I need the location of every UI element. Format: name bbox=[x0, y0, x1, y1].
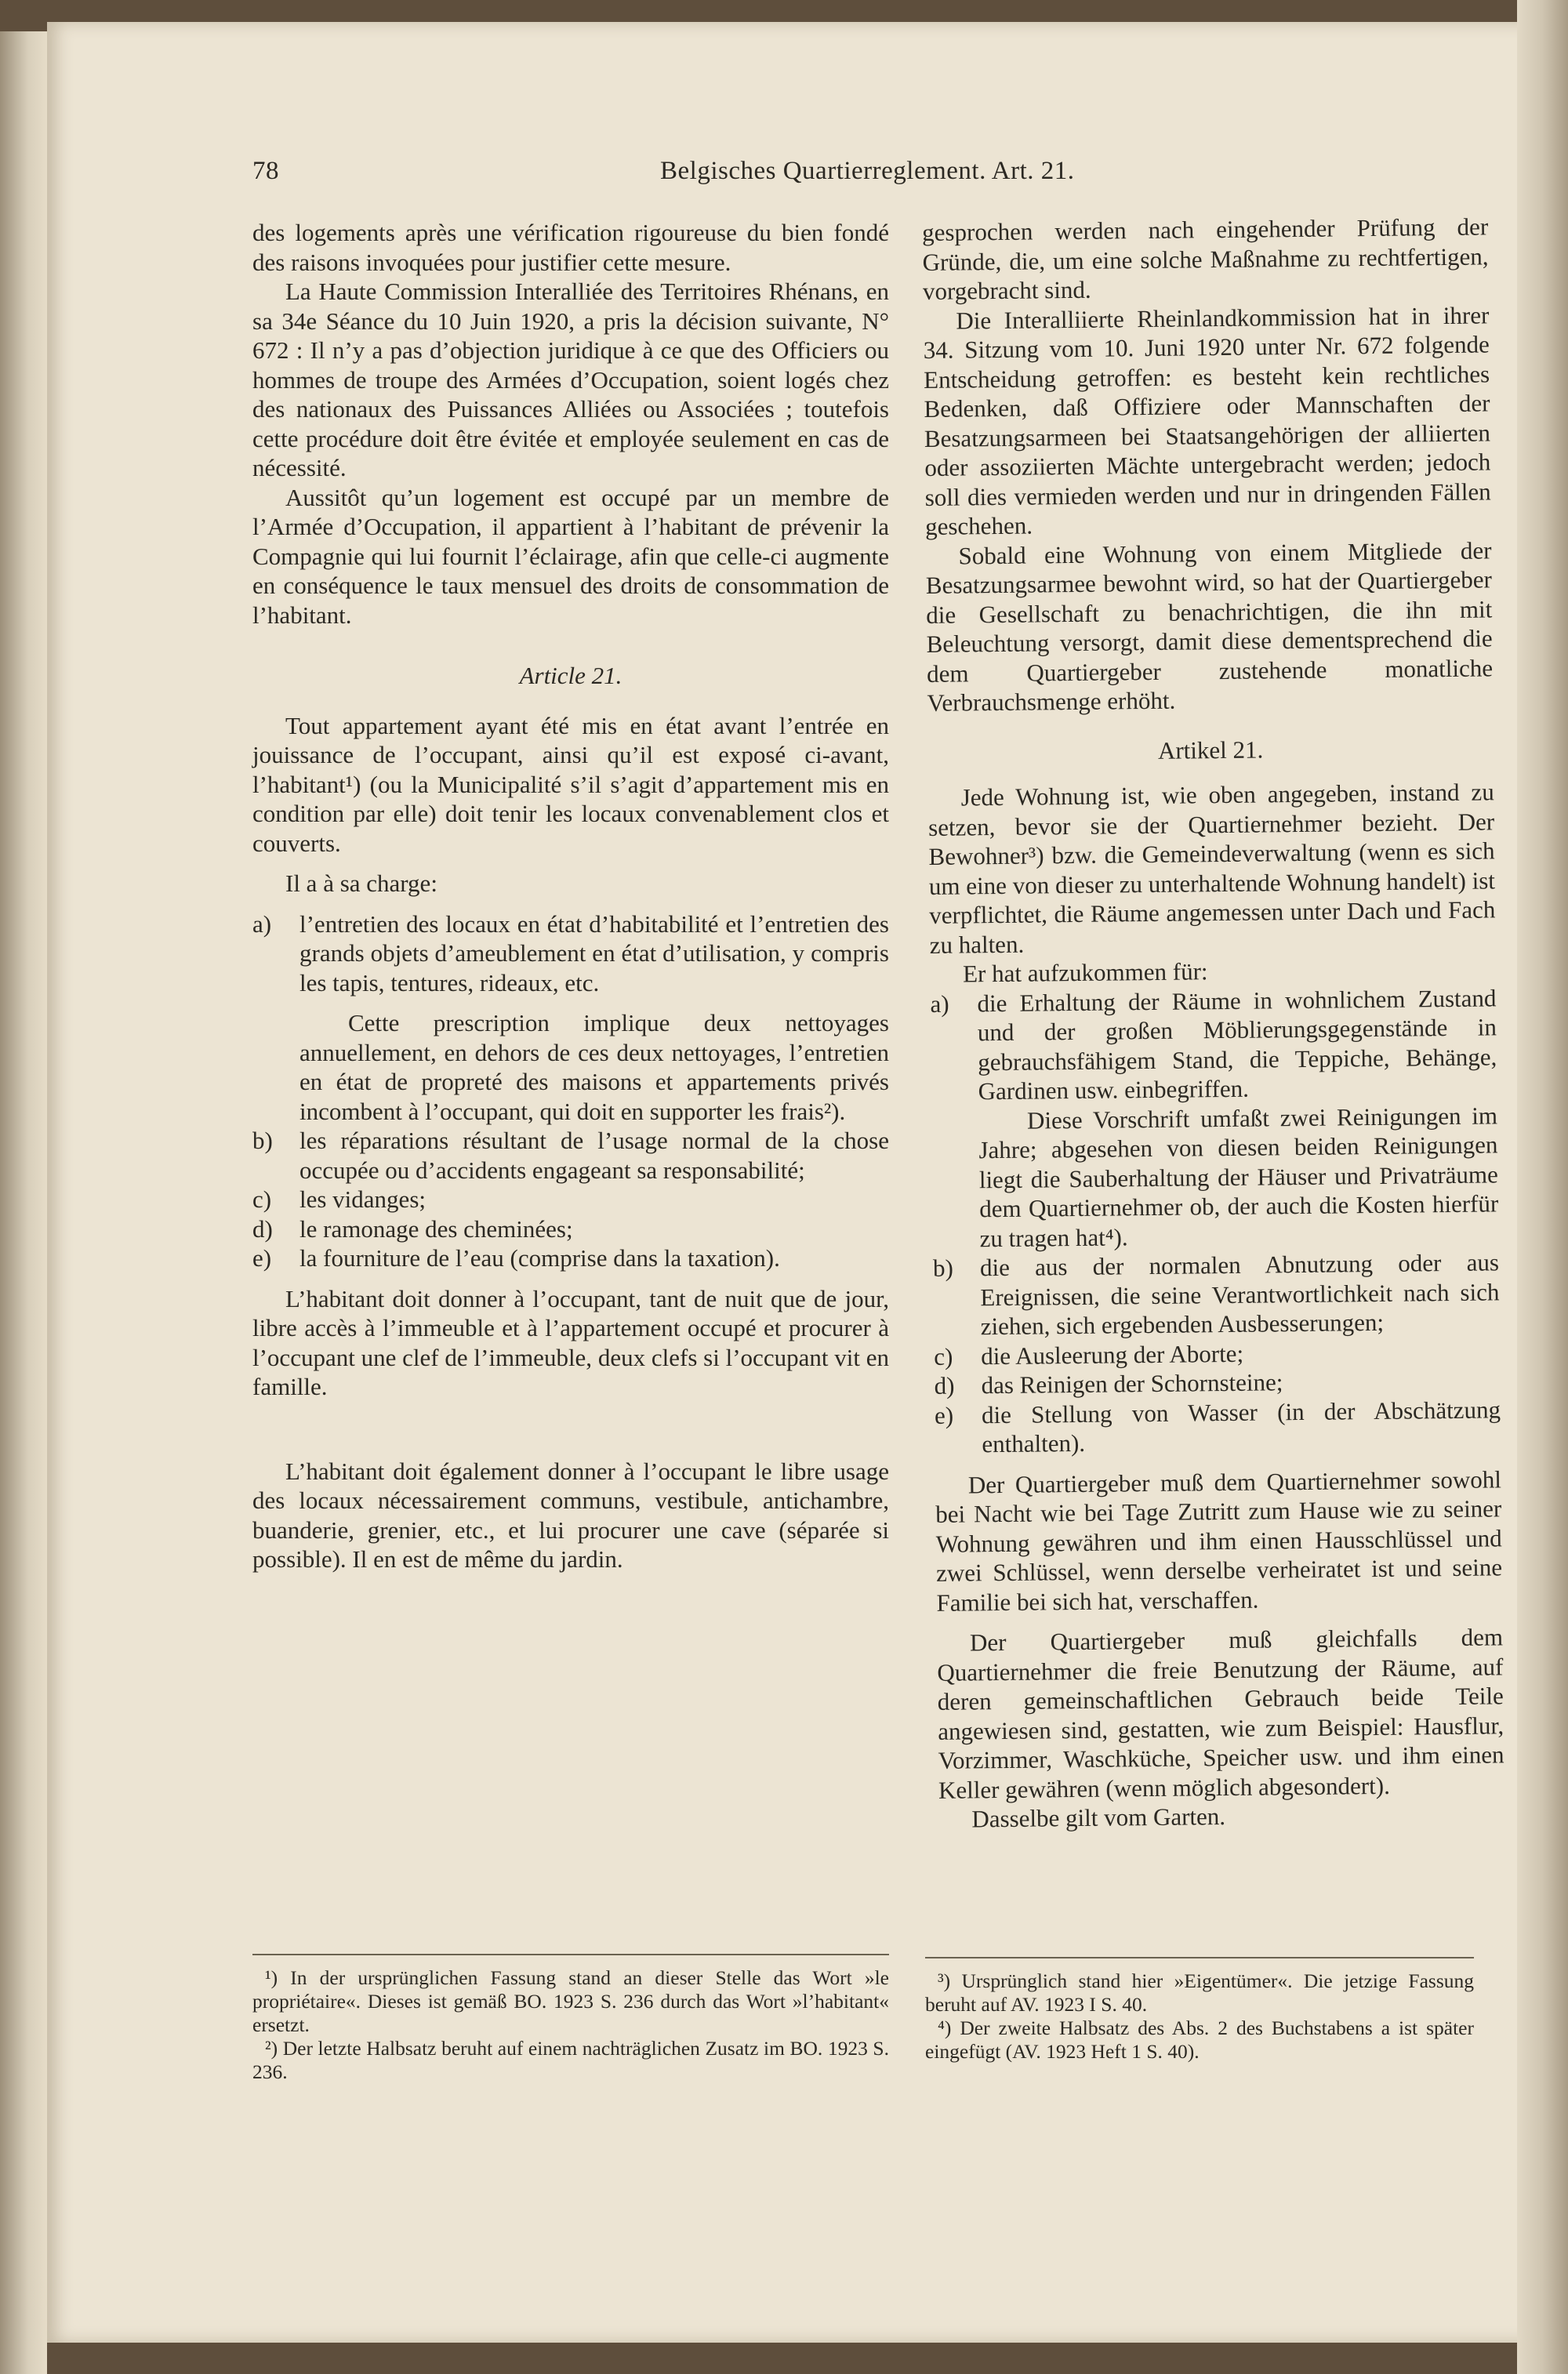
list-item: d) das Reinigen der Schornsteine; bbox=[934, 1368, 1283, 1399]
paragraph: des logements après une vérification rigoureuse du bien fondé des raisons invoquées pour justifier cette mesure. bbox=[252, 219, 889, 276]
paragraph: Tout appartement ayant été mis en état avant l’entrée en jouissance de l’occupant, ainsi qu’il est exposé ci-avant, l’habitant¹) (ou la Municipalité s’il s’agit d’appartement mis en condition par elle) doit tenir les locaux convenablement clos et couverts. bbox=[252, 711, 889, 857]
list-item: b) les réparations résultant de l’usage normal de la chose occupée ou d’accidents engageant sa responsabilité; bbox=[252, 1127, 889, 1184]
paragraph: Dasselbe gilt vom Garten. bbox=[971, 1802, 1226, 1833]
paragraph: Er hat aufzukommen für: bbox=[962, 957, 1208, 988]
french-column bbox=[252, 218, 889, 1574]
sub-paragraph: Cette prescription implique deux nettoyages annuellement, en dehors de ces deux nettoyages, l’entretien en état de propreté des maisons et appartements privés incombent à l’occupant, qui doit en supporter les frais²). bbox=[299, 1009, 889, 1125]
paragraph: L’habitant doit également donner à l’occupant le libre usage des locaux nécessairement communs, vestibule, antichambre, buanderie, grenier, etc., et lui procurer une cave (séparée si possible). Il en est de même du jardin. bbox=[252, 1457, 889, 1573]
list-item: c) die Ausleerung der Aborte; bbox=[934, 1339, 1244, 1370]
left-page-edge bbox=[0, 31, 47, 2374]
footnote: ²) Der letzte Halbsatz beruht auf einem nachträglichen Zusatz im BO. 1923 S. 236. bbox=[252, 2037, 889, 2083]
sub-paragraph: Diese Vorschrift umfaßt zwei Reinigungen im Jahre; abgesehen von diesen beiden Reinigungen liegt die Sauberhaltung der Häuser und Privaträume dem Quartiernehmer ob, der auch die Kosten hierfür zu tragen hat⁴). bbox=[978, 1101, 1499, 1252]
footnotes-left bbox=[252, 1966, 889, 2084]
list-item: e) la fourniture de l’eau (comprise dans la taxation). bbox=[252, 1244, 780, 1272]
paragraph: La Haute Commission Interalliée des Territoires Rhénans, en sa 34e Séance du 10 Juin 1920, a pris la décision suivante, N° 672 : Il n’y a pas d’objection juridique à ce que des Officiers ou hommes de troupe des Armées d’Occupation, soient logés chez des nationaux des Puissances Alliées ou Associées ; toutefois cette procédure doit être évitée et employée seulement en cas de nécessité. bbox=[252, 278, 889, 481]
page-number: 78 bbox=[252, 157, 279, 185]
footnote: ³) Ursprünglich stand hier »Eigentümer«. Die jetzige Fassung beruht auf AV. 1923 I S. 40. bbox=[925, 1969, 1474, 2016]
running-title: Belgisches Quartierreglement. Art. 21. bbox=[660, 157, 1075, 185]
list-item: a) die Erhaltung der Räume in wohnlichem Zustand und der großen Möblierungsgegenstände in gebrauchsfähigem Stand, die Teppiche, Behänge, Gardinen usw. einbegriffen. bbox=[930, 983, 1497, 1105]
right-page-edge bbox=[1517, 0, 1568, 2374]
paragraph: Der Quartiergeber muß gleichfalls dem Quartiernehmer die freie Benutzung der Räume, auf deren gemeinschaftlichen Gebrauch beide Teile angewiesen sind, gestatten, wie zum Beispiel: Hausflur, Vorzimmer, Waschküche, Speicher usw. und ihm einen Keller gewähren (wenn möglich abgesondert). bbox=[937, 1623, 1504, 1804]
paragraph: Die Interalliierte Rheinlandkommission hat in ihrer 34. Sitzung vom 10. Juni 1920 unter Nr. 672 folgende Entscheidung getroffen: es besteht kein rechtliches Bedenken, daß Offiziere oder Mannschaften der Besatzungsarmeen bei Staatsangehörigen der alliierten oder assoziierten Mächte untergebracht werden; jedoch soll dies vermieden werden und nur in dringenden Fällen geschehen. bbox=[923, 300, 1491, 540]
footnote-rule-right bbox=[925, 1957, 1474, 1958]
footnote: ⁴) Der zweite Halbsatz des Abs. 2 des Buchstabens a ist später eingefügt (AV. 1923 Heft 1 S. 40). bbox=[925, 2016, 1474, 2063]
list-item: c) les vidanges; bbox=[252, 1185, 426, 1213]
german-column bbox=[922, 212, 1505, 1834]
list-item: d) le ramonage des cheminées; bbox=[252, 1214, 573, 1243]
paragraph: gesprochen werden nach eingehender Prüfung der Gründe, die, um eine solche Maßnahme zu rechtfertigen, vorgebracht sind. bbox=[922, 212, 1489, 305]
paragraph: L’habitant doit donner à l’occupant, tant de nuit que de jour, libre accès à l’immeuble et à l’appartement occupé et procurer à l’occupant une clef de l’immeuble, deux clefs si l’occupant vit en famille. bbox=[252, 1284, 889, 1400]
paragraph: Der Quartiergeber muß dem Quartiernehmer sowohl bei Nacht wie bei Tage Zutritt zum Hause wie zu seiner Wohnung gewähren und ihm einen Hausschlüssel und zwei Schlüssel, wenn derselbe verheiratet ist und seine Familie bei sich hat, verschaffen. bbox=[935, 1465, 1503, 1617]
list-item: b) die aus der normalen Abnutzung oder aus Ereignissen, die seine Verantwortlichkeit nach sich ziehen, sich ergebenden Ausbesserungen; bbox=[932, 1248, 1500, 1341]
article-heading: Artikel 21. bbox=[1157, 735, 1264, 764]
footnote: ¹) In der ursprünglichen Fassung stand an dieser Stelle das Wort »le propriétaire«. Dieses ist gemäß BO. 1923 S. 236 durch das Wort »l’habitant« ersetzt. bbox=[252, 1966, 889, 2036]
footnote-rule-left bbox=[252, 1954, 889, 1955]
list-item: e) die Stellung von Wasser (in der Abschätzung enthalten). bbox=[934, 1395, 1501, 1458]
paragraph: Aussitôt qu’un logement est occupé par un membre de l’Armée d’Occupation, il appartient à l’habitant de prévenir la Compagnie qui lui fournit l’éclairage, afin que celle-ci augmente en conséquence le taux mensuel des droits de consommation de l’habitant. bbox=[252, 483, 889, 629]
paragraph: Il a à sa charge: bbox=[285, 869, 437, 897]
footnotes-right bbox=[925, 1969, 1474, 2064]
article-heading: Article 21. bbox=[519, 662, 622, 689]
list-item: a) l’entretien des locaux en état d’habitabilité et l’entretien des grands objets d’ameublement en état d’utilisation, y compris les tapis, tentures, rideaux, etc. bbox=[252, 909, 889, 996]
paragraph: Jede Wohnung ist, wie oben angegeben, instand zu setzen, bevor sie der Quartiernehmer bezieht. Der Bewohner³) bzw. die Gemeindeverwaltung (wenn es sich um eine von dieser zu unterhaltende Wohnung handelt) ist verpflichtet, die Räume angemessen unter Dach und Fach zu halten. bbox=[927, 778, 1496, 959]
paragraph: Sobald eine Wohnung von einem Mitgliede der Besatzungsarmee bewohnt wird, so hat der Quartiergeber die Gesellschaft zu benachrichtigen, die ihn mit Beleuchtung versorgt, damit diese dementsprechend die dem Quartiergeber zustehende monatliche Verbrauchsmenge erhöht. bbox=[925, 535, 1494, 717]
